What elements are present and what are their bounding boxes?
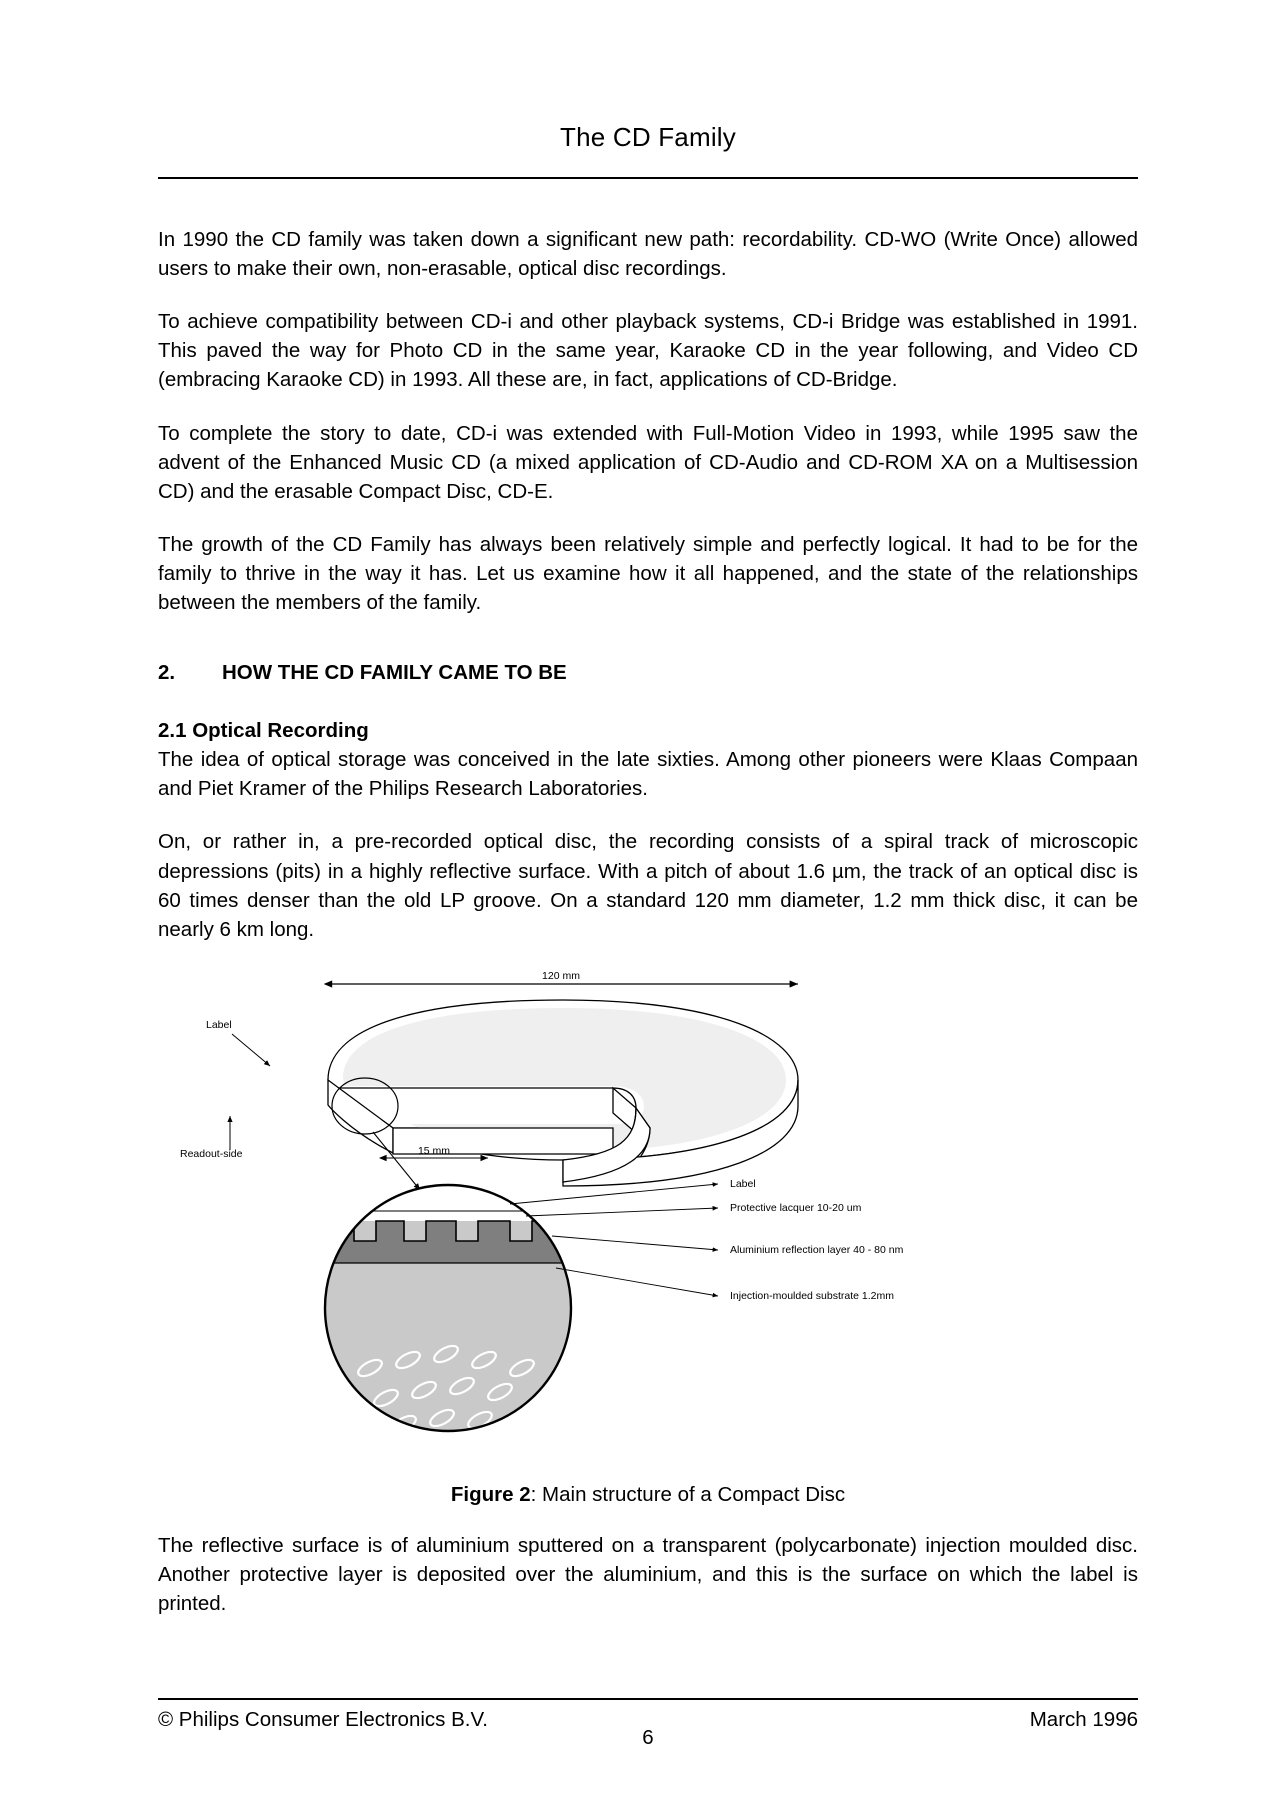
page-number: 6 — [642, 1726, 654, 1749]
annotation-layer-label: Label — [730, 1177, 756, 1190]
figure-svg — [158, 968, 1138, 1468]
subsection-paragraph-2: On, or rather in, a pre-recorded optical disc, the recording consists of a spiral track of microscopic depressions (pits) in a highly reflective surface. With a pitch of about 1.6 µm, the track of an optical disc is 60 times denser than the old LP groove. On a standard 120 mm diameter, 1.2 mm thick disc, it can be nearly 6 km long. — [158, 830, 1138, 941]
section-number: 2. — [158, 661, 176, 685]
subsection-paragraph-1: The idea of optical storage was conceived in the late sixties. Among other pioneers were Klaas Compaan and Piet Kramer of the Philips Research Laboratories. — [158, 748, 1138, 801]
annotation-layer-aluminium: Aluminium reflection layer 40 - 80 nm — [730, 1243, 904, 1256]
paragraph-3: To complete the story to date, CD-i was extended with Full-Motion Video in 1993, while 1995 saw the advent of the Enhanced Music CD (a mixed application of CD-Audio and CD-ROM XA on a Multisession CD) and the erasable Compact Disc, CD-E. — [158, 421, 1138, 503]
footer-copyright: © Philips Consumer Electronics B.V. — [158, 1708, 488, 1731]
subsection-heading: 2.1 Optical Recording — [158, 719, 369, 743]
magnified-cross-section — [325, 1185, 571, 1435]
figure-compact-disc-structure — [158, 968, 1138, 1473]
section-heading — [158, 661, 1138, 685]
page-content — [158, 0, 1138, 1642]
annotation-label-top: Label — [206, 1018, 232, 1031]
paragraph-4: The growth of the CD Family has always been relatively simple and perfectly logical. It had to be for the family to thrive in the way it has. Let us examine how it all happened, and the state of the relationships between the members of the family. — [158, 532, 1138, 615]
header-divider — [158, 177, 1138, 179]
paragraph-2: To achieve compatibility between CD-i and other playback systems, CD-i Bridge was established in 1991. This paved the way for Photo CD in the same year, Karaoke CD in the year following, and Video CD (embracing Karaoke CD) in 1993. All these are, in fact, applications of CD-Bridge. — [158, 310, 1138, 392]
figure-caption-text: : Main structure of a Compact Disc — [530, 1482, 846, 1506]
paragraph-1: In 1990 the CD family was taken down a significant new path: recordability. CD-WO (Write Once) allowed users to make their own, non-erasable, optical disc recordings. — [158, 228, 1138, 281]
annotation-layer-substrate: Injection-moulded substrate 1.2mm — [730, 1289, 894, 1302]
figure-caption — [158, 1483, 1138, 1507]
footer-divider — [158, 1698, 1138, 1700]
dimension-120mm-label: 120 mm — [542, 969, 580, 982]
closing-paragraph: The reflective surface is of aluminium sputtered on a transparent (polycarbonate) injection moulded disc. Another protective layer is deposited over the aluminium, and this is the surface on which the label is printed. — [158, 1533, 1138, 1616]
footer-date: March 1996 — [1029, 1708, 1138, 1731]
page-title: The CD Family — [560, 122, 736, 152]
annotation-layer-lacquer: Protective lacquer 10-20 um — [730, 1201, 862, 1214]
dimension-15mm-label: 15 mm — [417, 1144, 451, 1157]
annotation-readout-side: Readout-side — [180, 1147, 243, 1160]
section-title: HOW THE CD FAMILY CAME TO BE — [222, 661, 567, 685]
figure-label: Figure 2 — [450, 1482, 531, 1506]
